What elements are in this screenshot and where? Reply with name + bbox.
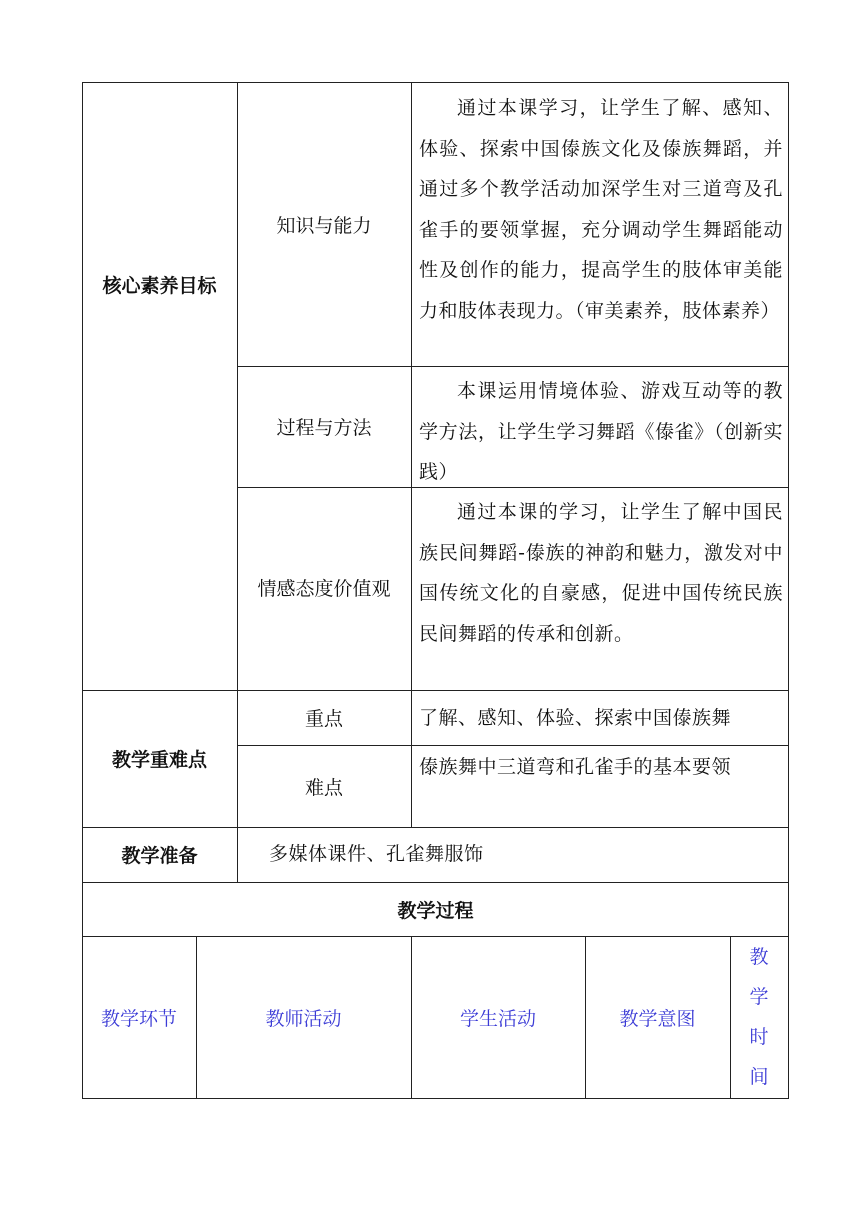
emotion-values-label: 情感态度价值观 (257, 577, 391, 600)
table-border-right (788, 82, 789, 1099)
difficulty-text: 傣族舞中三道弯和孔雀手的基本要领 (419, 756, 732, 778)
preparation-label: 教学准备 (121, 845, 198, 867)
col-divider (411, 82, 412, 827)
preparation-text: 多媒体课件、孔雀舞服饰 (269, 843, 484, 865)
col-header-time-cell (730, 936, 788, 1098)
key-point-label: 重点 (304, 708, 343, 730)
table-border-bottom (82, 1098, 789, 1099)
process-method-label: 过程与方法 (276, 417, 372, 439)
core-goals-label: 核心素养目标 (102, 275, 217, 297)
knowledge-ability-label: 知识与能力 (276, 214, 372, 237)
col-header-teacher-activity: 教师活动 (265, 1007, 342, 1030)
col-header-intent: 教学意图 (619, 1007, 696, 1030)
difficulty-label: 难点 (304, 776, 343, 799)
col-header-stage: 教学环节 (100, 1007, 177, 1030)
process-method-text: 本课运用情境体验、游戏互动等的教学方法，让学生学习舞蹈《傣雀》（创新实践） (419, 380, 783, 483)
emotion-values-text: 通过本课的学习，让学生了解中国民族民间舞蹈-傣族的神韵和魅力，激发对中国传统文化的自豪感，促进中国传统民族民间舞蹈的传承和创新。 (419, 501, 783, 645)
knowledge-ability-text: 通过本课学习，让学生了解、感知、体验、探索中国傣族文化及傣族舞蹈，并通过多个教学活动加深学生对三道弯及孔雀手的要领掌握，充分调动学生舞蹈能动性及创作的能力，提高学生的肢体审美能力和肢体表现力。（审美素养，肢体素养） (419, 97, 783, 322)
lesson-plan-table (82, 82, 789, 1099)
col-header-student-activity: 学生活动 (459, 1007, 536, 1030)
key-point-text: 了解、感知、体验、探索中国傣族舞 (419, 707, 732, 729)
col-header-time: 教学时间 (749, 946, 769, 1088)
process-title: 教学过程 (397, 899, 474, 922)
key-points-label: 教学重难点 (111, 749, 207, 771)
